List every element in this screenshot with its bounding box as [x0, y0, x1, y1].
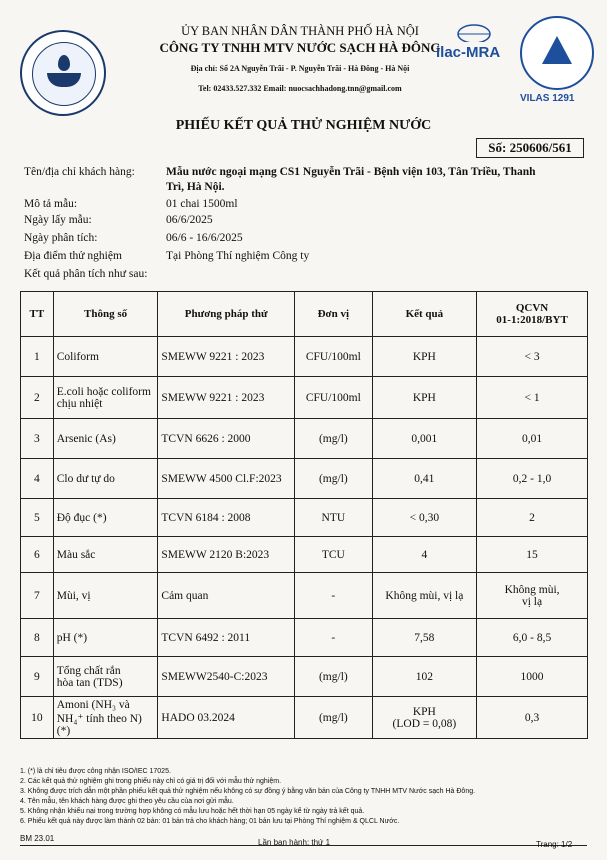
- cell-unit-line1: CFU/100ml: [305, 350, 361, 363]
- header-result: Kết quả: [372, 292, 476, 337]
- cell-unit-line1: (mg/l): [318, 670, 348, 683]
- cell-unit: [295, 419, 373, 459]
- info-value-customer-2: Trì, Hà Nội.: [166, 181, 225, 193]
- header-qcvn-line2: 01-1:2018/BYT: [496, 314, 568, 326]
- info-label-analysis-date: Ngày phân tích:: [24, 232, 98, 244]
- cell-result: [372, 499, 476, 537]
- cell-method-line1: SMEWW 2120 B:2023: [161, 548, 270, 561]
- cell-unit-line1: TCU: [321, 548, 345, 561]
- cell-qcvn-line1: 1000: [520, 670, 544, 683]
- cell-tt-line1: 1: [33, 350, 40, 363]
- cell-qcvn: [477, 619, 588, 657]
- cell-param-line2: NH₄⁺ tính theo N) (*): [56, 712, 142, 737]
- cell-qcvn-line1: 0,3: [524, 711, 540, 724]
- cell-unit-line1: (mg/l): [318, 432, 348, 445]
- cell-param-line1: Màu sắc: [56, 548, 96, 561]
- info-label-sampling-date: Ngày lấy mẫu:: [24, 214, 92, 226]
- cell-method: [158, 697, 295, 739]
- cell-method: [158, 337, 295, 377]
- table-header-row: [21, 292, 588, 337]
- info-label-customer: Tên/địa chỉ khách hàng:: [24, 166, 135, 178]
- table-row: [21, 619, 588, 657]
- cell-param-line1: Độ đục (*): [56, 511, 107, 524]
- cell-result: [372, 697, 476, 739]
- cell-unit: [295, 619, 373, 657]
- cell-tt-line1: 3: [33, 432, 40, 445]
- cell-param: [53, 419, 158, 459]
- cell-param-line1: E.coli hoặc coliform: [56, 385, 151, 398]
- cell-tt-line1: 8: [33, 631, 40, 644]
- cell-param: [53, 537, 158, 573]
- company-contact: Tel: 02433.527.332 Email: nuocsachhadong.tnn@gmail.com: [198, 84, 402, 93]
- company-address: Địa chỉ: Số 2A Nguyễn Trãi - P. Nguyễn Trãi - Hà Đông - Hà Nội: [190, 64, 410, 73]
- cell-tt-line1: 7: [33, 589, 40, 602]
- company-logo: [20, 30, 106, 116]
- cell-method-line1: HADO 03.2024: [161, 711, 235, 724]
- org-line1: ỦY BAN NHÂN DÂN THÀNH PHỐ HÀ NỘI: [181, 24, 419, 38]
- cell-qcvn-line1: < 1: [524, 391, 540, 404]
- accreditation-seal: [520, 16, 594, 90]
- header-param: Thông số: [53, 292, 158, 337]
- cell-method: [158, 573, 295, 619]
- cell-result: [372, 537, 476, 573]
- header-method: Phương pháp thử: [158, 292, 295, 337]
- cell-unit-line1: (mg/l): [318, 711, 348, 724]
- cell-param-line1: Mùi, vị: [56, 589, 91, 602]
- info-label-location: Địa điểm thử nghiệm: [24, 250, 122, 262]
- footnote: 2. Các kết quả thử nghiệm ghi trong phiếu này chỉ có giá trị đối với mẫu thử nghiệm.: [20, 778, 282, 785]
- cell-result: [372, 573, 476, 619]
- cell-result-line1: KPH: [412, 350, 436, 363]
- cell-qcvn-line1: 15: [526, 548, 538, 561]
- cell-result: [372, 419, 476, 459]
- cell-tt-line1: 4: [33, 472, 40, 485]
- cell-unit: [295, 537, 373, 573]
- cell-unit-line1: -: [331, 589, 336, 602]
- cell-qcvn: [477, 573, 588, 619]
- cell-qcvn: [477, 419, 588, 459]
- info-value-analysis-date: 06/6 - 16/6/2025: [166, 232, 243, 244]
- cell-result-line1: 0,001: [411, 432, 438, 445]
- table-row: [21, 377, 588, 419]
- info-value-sample: 01 chai 1500ml: [166, 198, 238, 210]
- cell-param: [53, 573, 158, 619]
- cell-method-line1: SMEWW 9221 : 2023: [161, 350, 265, 363]
- cell-method-line1: TCVN 6626 : 2000: [161, 432, 251, 445]
- cell-tt-line1: 5: [33, 511, 40, 524]
- cell-param-line1: Amoni (NH₃ và: [56, 698, 130, 711]
- table-row: [21, 499, 588, 537]
- cell-unit: [295, 337, 373, 377]
- footnote: 4. Tên mẫu, tên khách hàng được ghi theo yêu cầu của nơi gửi mẫu.: [20, 798, 234, 805]
- cell-tt: [21, 573, 54, 619]
- report-number: Số: 250606/561: [476, 138, 584, 158]
- cell-qcvn-line1: 0,01: [521, 432, 543, 445]
- cell-unit: [295, 573, 373, 619]
- info-label-results: Kết quả phân tích như sau:: [24, 268, 148, 280]
- cell-method: [158, 377, 295, 419]
- cell-result-line1: KPH: [412, 391, 436, 404]
- cell-unit: [295, 697, 373, 739]
- cell-method-line1: TCVN 6184 : 2008: [161, 511, 251, 524]
- info-value-customer: Mẫu nước ngoại mạng CS1 Nguyễn Trãi - Bệnh viện 103, Tân Triều, Thanh: [166, 166, 536, 178]
- cell-method: [158, 419, 295, 459]
- cell-unit-line1: (mg/l): [318, 472, 348, 485]
- info-label-sample: Mô tả mẫu:: [24, 198, 78, 210]
- cell-qcvn: [477, 377, 588, 419]
- cell-result-line1: KPH: [412, 705, 436, 718]
- table-row: [21, 419, 588, 459]
- cell-method: [158, 499, 295, 537]
- vilas-label: VILAS 1291: [520, 93, 575, 104]
- header-tt: TT: [21, 292, 54, 337]
- cell-tt-line1: 10: [31, 711, 43, 724]
- cell-tt: [21, 537, 54, 573]
- table-row: [21, 697, 588, 739]
- cell-param-line2: hòa tan (TDS): [56, 676, 123, 689]
- cell-param-line1: Coliform: [56, 350, 99, 363]
- cell-unit: [295, 459, 373, 499]
- document-title: PHIẾU KẾT QUẢ THỬ NGHIỆM NƯỚC: [175, 118, 432, 133]
- cell-tt-line1: 6: [33, 548, 40, 561]
- cell-param-line1: Tổng chất rắn: [56, 664, 121, 677]
- table-row: [21, 537, 588, 573]
- cell-param: [53, 459, 158, 499]
- cell-unit: [295, 657, 373, 697]
- cell-result-line1: 102: [415, 670, 433, 683]
- cell-param-line1: pH (*): [56, 631, 88, 644]
- table-row: [21, 459, 588, 499]
- ilac-text: ilac-MRA: [436, 44, 501, 61]
- cell-qcvn: [477, 459, 588, 499]
- table-row: [21, 657, 588, 697]
- cell-unit-line1: NTU: [321, 511, 346, 524]
- cell-unit-line1: -: [331, 631, 336, 644]
- cell-param: [53, 337, 158, 377]
- footnote: 3. Không được trích dẫn một phần phiếu kết quả thử nghiệm nếu không có sự đồng ý bằng văn bản của Công ty TNHH MTV Nước sạch Hà Đông.: [20, 788, 476, 795]
- cell-result: [372, 657, 476, 697]
- cell-method-line1: TCVN 6492 : 2011: [161, 631, 251, 644]
- cell-param: [53, 499, 158, 537]
- cell-tt: [21, 657, 54, 697]
- cell-unit: [295, 377, 373, 419]
- cell-result: [372, 337, 476, 377]
- cell-qcvn: [477, 337, 588, 377]
- ilac-mra-logo: [436, 22, 512, 88]
- cell-result-line1: Không mùi, vị lạ: [385, 589, 464, 602]
- cell-method: [158, 537, 295, 573]
- cell-param-line2: chịu nhiệt: [56, 397, 103, 410]
- cell-method: [158, 657, 295, 697]
- cell-qcvn: [477, 657, 588, 697]
- page-number: Trang: 1/2: [536, 840, 573, 849]
- info-value-sampling-date: 06/6/2025: [166, 214, 213, 226]
- cell-result-line1: 7,58: [414, 631, 435, 644]
- cell-tt: [21, 459, 54, 499]
- cell-result: [372, 377, 476, 419]
- header-qcvn: [477, 292, 588, 337]
- cell-tt: [21, 697, 54, 739]
- cell-method-line1: SMEWW 4500 Cl.F:2023: [161, 472, 282, 485]
- cell-unit: [295, 499, 373, 537]
- cell-param: [53, 377, 158, 419]
- cell-tt-line1: 9: [33, 670, 40, 683]
- results-table: [20, 291, 588, 739]
- cell-param: [53, 697, 158, 739]
- org-line2: CÔNG TY TNHH MTV NƯỚC SẠCH HÀ ĐÔNG: [159, 40, 441, 55]
- cell-qcvn: [477, 697, 588, 739]
- cell-tt: [21, 377, 54, 419]
- cell-method-line1: SMEWW 9221 : 2023: [161, 391, 265, 404]
- footnote: 1. (*) là chỉ tiêu được công nhận ISO/IEC 17025.: [20, 768, 171, 775]
- cell-method: [158, 459, 295, 499]
- cell-qcvn-line1: Không mùi,: [504, 583, 560, 596]
- cell-qcvn-line2: vị lạ: [521, 595, 543, 608]
- header-unit: Đơn vị: [295, 292, 373, 337]
- cell-qcvn: [477, 499, 588, 537]
- cell-result: [372, 619, 476, 657]
- cell-tt: [21, 419, 54, 459]
- cell-qcvn-line1: 0,2 - 1,0: [512, 472, 552, 485]
- cell-qcvn-line1: 6,0 - 8,5: [512, 631, 552, 644]
- cell-result-line1: < 0,30: [409, 511, 440, 524]
- cell-tt: [21, 337, 54, 377]
- cell-result: [372, 459, 476, 499]
- cell-param: [53, 657, 158, 697]
- ilac-globe-icon: [454, 22, 494, 42]
- cell-param-line1: Clo dư tự do: [56, 472, 115, 485]
- cell-qcvn: [477, 537, 588, 573]
- cell-result-line1: 4: [421, 548, 428, 561]
- edition: Lần ban hành: thứ 1: [258, 838, 331, 847]
- cell-unit-line1: CFU/100ml: [305, 391, 361, 404]
- cell-tt-line1: 2: [33, 391, 40, 404]
- cell-method-line1: Cảm quan: [161, 589, 209, 602]
- cell-param-line1: Arsenic (As): [56, 432, 116, 445]
- cell-qcvn-line1: 2: [529, 511, 535, 524]
- cell-tt: [21, 619, 54, 657]
- form-code: BM 23.01: [20, 834, 55, 843]
- cell-method-line1: SMEWW2540-C:2023: [161, 670, 268, 683]
- cell-result-line2: (LOD = 0,08): [392, 717, 457, 730]
- footnote: 5. Không nhận khiếu nại trong trường hợp không có mẫu lưu hoặc hết thời hạn 05 ngày kể từ ngày trả kết quả.: [20, 808, 365, 815]
- cell-method: [158, 619, 295, 657]
- cell-qcvn-line1: < 3: [524, 350, 540, 363]
- footnote: 6. Phiếu kết quả này được làm thành 02 bản: 01 bản trả cho khách hàng; 01 bản lưu tại Phòng Thí nghiệm & QLCL Nước.: [20, 818, 400, 825]
- cell-tt: [21, 499, 54, 537]
- header-qcvn-line1: QCVN: [515, 302, 549, 314]
- cell-param: [53, 619, 158, 657]
- table-row: [21, 337, 588, 377]
- info-value-location: Tại Phòng Thí nghiệm Công ty: [166, 250, 310, 262]
- cell-result-line1: 0,41: [414, 472, 435, 485]
- table-row: [21, 573, 588, 619]
